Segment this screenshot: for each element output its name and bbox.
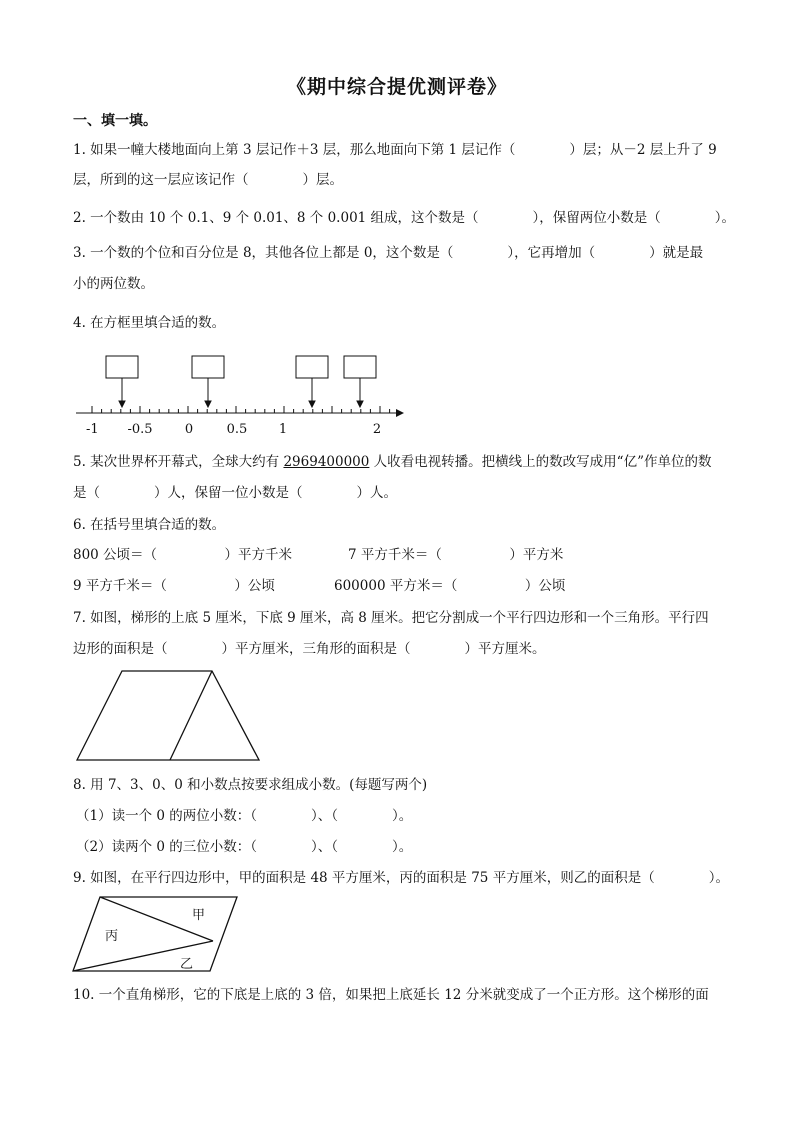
q10-text: 10. 一个直角梯形，它的下底是上底的 3 倍，如果把上底延长 12 分米就变成了一个正方形。这个梯形的面 xyxy=(73,987,709,1003)
q5-underlined-number: 2969400000 xyxy=(283,454,370,470)
region-label-jia: 甲 xyxy=(192,908,206,923)
tick-label: -1 xyxy=(86,422,99,437)
page-title: 《期中综合提优测评卷》 xyxy=(286,76,507,98)
divider-line xyxy=(170,671,212,760)
trapezoid-figure xyxy=(74,668,264,764)
q6-item-b: 7 平方千米＝（ ）平方米 xyxy=(348,547,564,563)
answer-box xyxy=(192,356,224,378)
q9-text: 9. 如图，在平行四边形中，甲的面积是 48 平方厘米，丙的面积是 75 平方厘米，则乙的面积是（ ）。 xyxy=(73,870,729,886)
tick-label: 0 xyxy=(184,422,194,437)
tick-label: 0.5 xyxy=(226,422,248,437)
section-heading: 一、填一填。 xyxy=(73,113,157,129)
q8-item-1: （1）读一个 0 的两位小数：（ ）、（ ）。 xyxy=(76,808,413,824)
q6-text: 6. 在括号里填合适的数。 xyxy=(73,517,226,533)
number-line-figure xyxy=(60,350,420,440)
q6-item-a: 800 公顷＝（ ）平方千米 xyxy=(73,547,293,563)
trapezoid xyxy=(77,671,259,760)
q5-line1 xyxy=(73,453,711,471)
q3-line1: 3. 一个数的个位和百分位是 8，其他各位上都是 0，这个数是（ ），它再增加（ ）就是最 xyxy=(73,245,704,261)
q5-post: 人收看电视转播。把横线上的数改写成用“亿”作单位的数 xyxy=(369,454,712,470)
q5-line2: 是（ ）人，保留一位小数是（ ）人。 xyxy=(73,485,397,501)
q3-line2: 小的两位数。 xyxy=(73,276,154,292)
region-label-bing: 丙 xyxy=(105,929,119,944)
q5-pre: 5. 某次世界杯开幕式，全球大约有 xyxy=(73,454,284,470)
tick-label: 2 xyxy=(372,422,382,437)
parallelogram xyxy=(73,897,237,971)
q1-line1: 1. 如果一幢大楼地面向上第 3 层记作＋3 层，那么地面向下第 1 层记作（ ）层；从－2 层上升了 9 xyxy=(73,142,717,158)
q7-line1: 7. 如图，梯形的上底 5 厘米，下底 9 厘米，高 8 厘米。把它分割成一个平行四边形和一个三角形。平行四 xyxy=(73,610,709,626)
answer-box xyxy=(106,356,138,378)
q6-item-d: 600000 平方米＝（ ）公顷 xyxy=(334,578,566,594)
tick-label: 1 xyxy=(278,422,288,437)
q7-line2: 边形的面积是（ ）平方厘米，三角形的面积是（ ）平方厘米。 xyxy=(73,641,546,657)
q8-item-2: （2）读两个 0 的三位小数：（ ）、（ ）。 xyxy=(76,839,413,855)
axis-arrow xyxy=(396,409,404,417)
q6-item-c: 9 平方千米＝（ ）公顷 xyxy=(73,578,275,594)
q4-text: 4. 在方框里填合适的数。 xyxy=(73,315,226,331)
q1-line2: 层，所到的这一层应该记作（ ）层。 xyxy=(73,172,343,188)
q2-text: 2. 一个数由 10 个 0.1、9 个 0.01、8 个 0.001 组成，这个数是（ ），保留两位小数是（ ）。 xyxy=(73,210,736,226)
answer-box xyxy=(296,356,328,378)
q8-text: 8. 用 7、3、0、0 和小数点按要求组成小数。(每题写两个) xyxy=(73,777,428,793)
region-label-yi: 乙 xyxy=(180,957,194,972)
answer-box xyxy=(344,356,376,378)
tick-label: -0.5 xyxy=(127,422,153,437)
parallelogram-figure xyxy=(72,895,242,975)
